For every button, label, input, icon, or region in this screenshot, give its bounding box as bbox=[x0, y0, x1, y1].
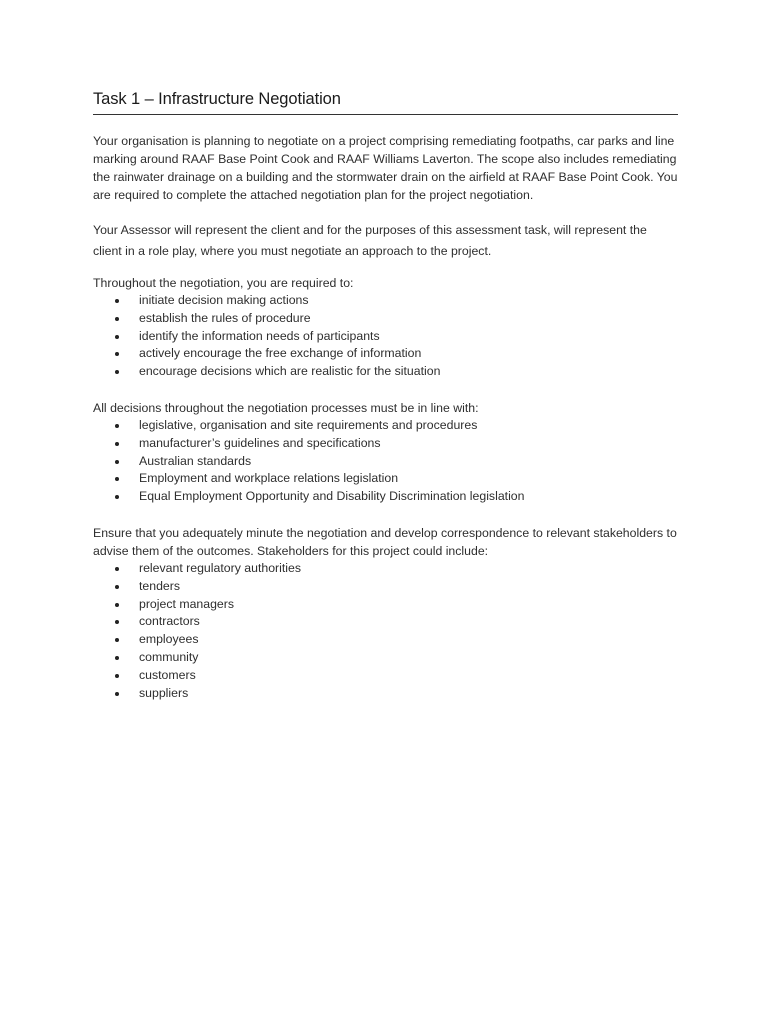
list-item: customers bbox=[93, 667, 678, 685]
bullet-icon bbox=[115, 424, 119, 428]
document-page bbox=[93, 90, 678, 702]
assessor-paragraph: Your Assessor will represent the client and for the purposes of this assessment task, will represent the client in a role play, where you must negotiate an approach to the project. bbox=[93, 223, 647, 258]
stakeholders-intro: Ensure that you adequately minute the negotiation and develop correspondence to relevant stakeholders to advise them of the outcomes. Stakeholders for this project could include: bbox=[93, 525, 677, 558]
bullet-icon bbox=[115, 620, 119, 624]
requirements-intro: Throughout the negotiation, you are required to: bbox=[93, 276, 354, 290]
list-item: manufacturer’s guidelines and specifications bbox=[93, 435, 678, 453]
bullet-icon bbox=[115, 638, 119, 642]
compliance-intro: All decisions throughout the negotiation processes must be in line with: bbox=[93, 400, 479, 415]
list-item: Equal Employment Opportunity and Disability Discrimination legislation bbox=[93, 488, 678, 506]
list-item: establish the rules of procedure bbox=[93, 310, 678, 328]
list-item: Employment and workplace relations legislation bbox=[93, 470, 678, 488]
bullet-icon bbox=[115, 674, 119, 678]
list-item: encourage decisions which are realistic for the situation bbox=[93, 363, 678, 381]
bullet-icon bbox=[115, 495, 119, 499]
bullet-icon bbox=[115, 299, 119, 303]
list-item: tenders bbox=[93, 578, 678, 596]
intro-paragraph: Your organisation is planning to negotiate on a project comprising remediating footpaths, car parks and line marking around RAAF Base Point Cook and RAAF Williams Laverton. The scope also includes remediating the rainwater drainage on a building and the stormwater drain on the airfield at RAAF Base Point Cook. You are required to complete the attached negotiation plan for the project negotiation. bbox=[93, 134, 678, 202]
requirements-list bbox=[93, 292, 678, 381]
bullet-icon bbox=[115, 656, 119, 660]
bullet-icon bbox=[115, 477, 119, 481]
bullet-icon bbox=[115, 442, 119, 446]
bullet-icon bbox=[115, 370, 119, 374]
stakeholders-list bbox=[93, 560, 678, 702]
bullet-icon bbox=[115, 460, 119, 464]
list-item: Australian standards bbox=[93, 453, 678, 471]
list-item: actively encourage the free exchange of information bbox=[93, 345, 678, 363]
list-item: suppliers bbox=[93, 685, 678, 703]
bullet-icon bbox=[115, 335, 119, 339]
bullet-icon bbox=[115, 567, 119, 571]
bullet-icon bbox=[115, 585, 119, 589]
page-title: Task 1 – Infrastructure Negotiation bbox=[93, 90, 678, 115]
list-item: relevant regulatory authorities bbox=[93, 560, 678, 578]
bullet-icon bbox=[115, 603, 119, 607]
list-item: identify the information needs of participants bbox=[93, 328, 678, 346]
bullet-icon bbox=[115, 317, 119, 321]
list-item: project managers bbox=[93, 596, 678, 614]
bullet-icon bbox=[115, 352, 119, 356]
list-item: contractors bbox=[93, 613, 678, 631]
compliance-list bbox=[93, 417, 678, 506]
bullet-icon bbox=[115, 692, 119, 696]
list-item: community bbox=[93, 649, 678, 667]
list-item: initiate decision making actions bbox=[93, 292, 678, 310]
list-item: employees bbox=[93, 631, 678, 649]
list-item: legislative, organisation and site requirements and procedures bbox=[93, 417, 678, 435]
